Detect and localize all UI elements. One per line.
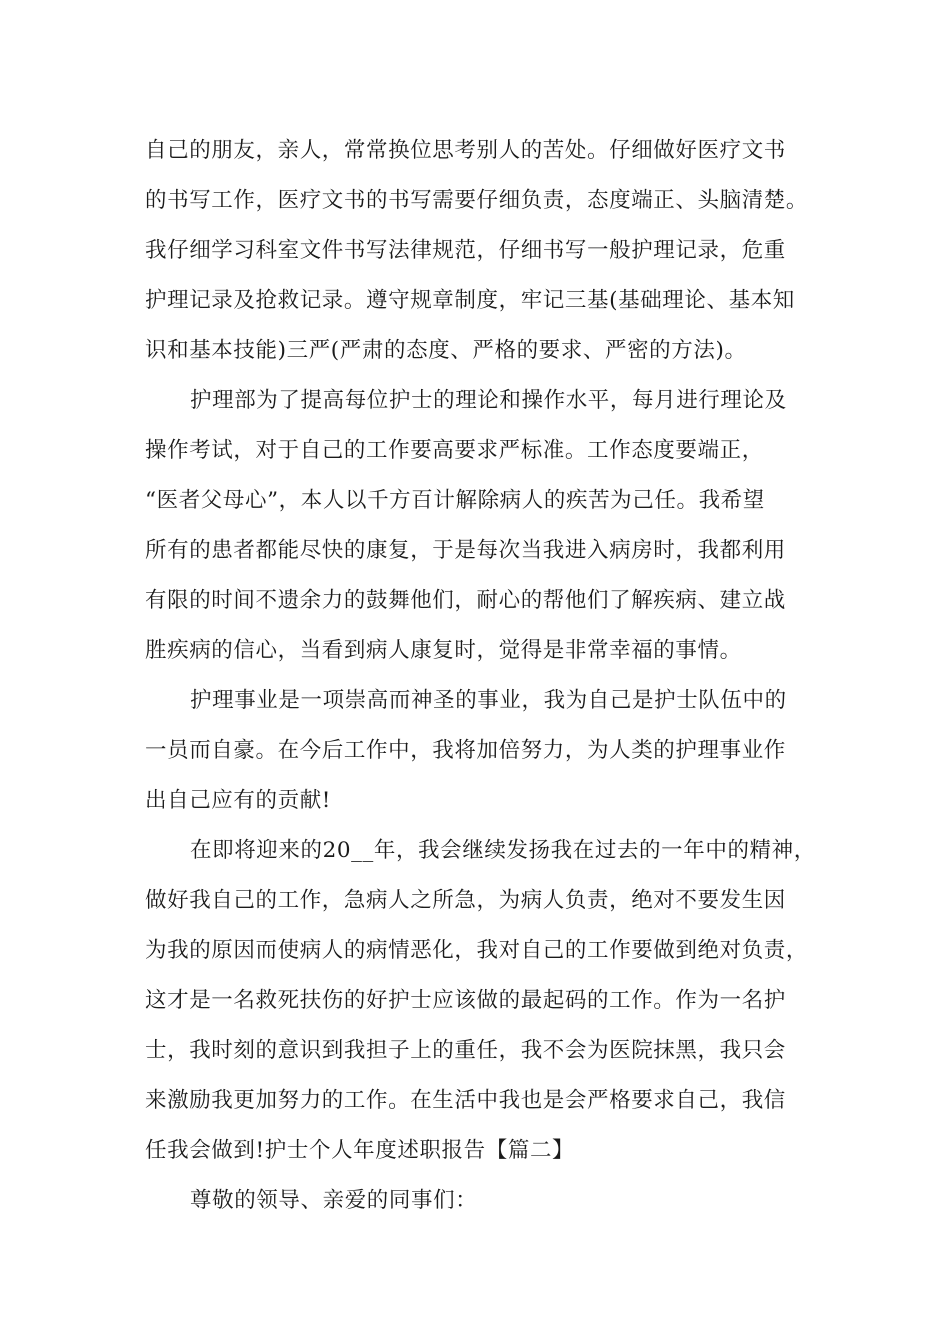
text-line: 我仔细学习科室文件书写法律规范，仔细书写一般护理记录，危重: [145, 238, 786, 263]
text-line: 操作考试，对于自己的工作要高要求严标准。工作态度要端正，: [145, 438, 764, 463]
paragraph: [145, 826, 835, 1176]
text-line: “医者父母心”，本人以千方百计解除病人的疾苦为己任。我希望: [145, 488, 765, 513]
text-line: 所有的患者都能尽快的康复，于是每次当我进入病房时，我都利用: [145, 538, 786, 563]
text-line: 自己的朋友，亲人，常常换位思考别人的苦处。仔细做好医疗文书: [145, 138, 786, 163]
text-line: 一员而自豪。在今后工作中，我将加倍努力，为人类的护理事业作: [145, 738, 786, 763]
text-line: 胜疾病的信心，当看到病人康复时，觉得是非常幸福的事情。: [145, 638, 742, 663]
paragraph: [145, 126, 835, 376]
text-line: 出自己应有的贡献!: [145, 788, 332, 813]
text-line: 护理记录及抢救记录。遵守规章制度，牢记三基(基础理论、基本知: [145, 288, 795, 313]
text-line: 在即将迎来的20__年，我会继续发扬我在过去的一年中的精神，: [190, 838, 816, 863]
text-line: 的书写工作，医疗文书的书写需要仔细负责，态度端正、头脑清楚。: [145, 188, 809, 213]
text-line: 有限的时间不遗余力的鼓舞他们，耐心的帮他们了解疾病、建立战: [145, 588, 786, 613]
text-line: 任我会做到!护士个人年度述职报告【篇二】: [145, 1138, 575, 1163]
text-line: 护理部为了提高每位护士的理论和操作水平，每月进行理论及: [190, 388, 787, 413]
text-line: 为我的原因而使病人的病情恶化，我对自己的工作要做到绝对负责，: [145, 938, 809, 963]
text-line: 护理事业是一项崇高而神圣的事业，我为自己是护士队伍中的: [190, 688, 787, 713]
text-line: 识和基本技能)三严(严肃的态度、严格的要求、严密的方法)。: [145, 338, 747, 363]
document-body: [145, 126, 835, 1226]
text-line: 尊敬的领导、亲爱的同事们：: [190, 1188, 478, 1213]
paragraph: [145, 376, 835, 676]
paragraph: [145, 1176, 835, 1226]
text-line: 士，我时刻的意识到我担子上的重任，我不会为医院抹黑，我只会: [145, 1038, 786, 1063]
paragraph: [145, 676, 835, 826]
text-line: 做好我自己的工作，急病人之所急，为病人负责，绝对不要发生因: [145, 888, 786, 913]
text-line: 来激励我更加努力的工作。在生活中我也是会严格要求自己，我信: [145, 1088, 786, 1113]
text-line: 这才是一名救死扶伤的好护士应该做的最起码的工作。作为一名护: [145, 988, 786, 1013]
